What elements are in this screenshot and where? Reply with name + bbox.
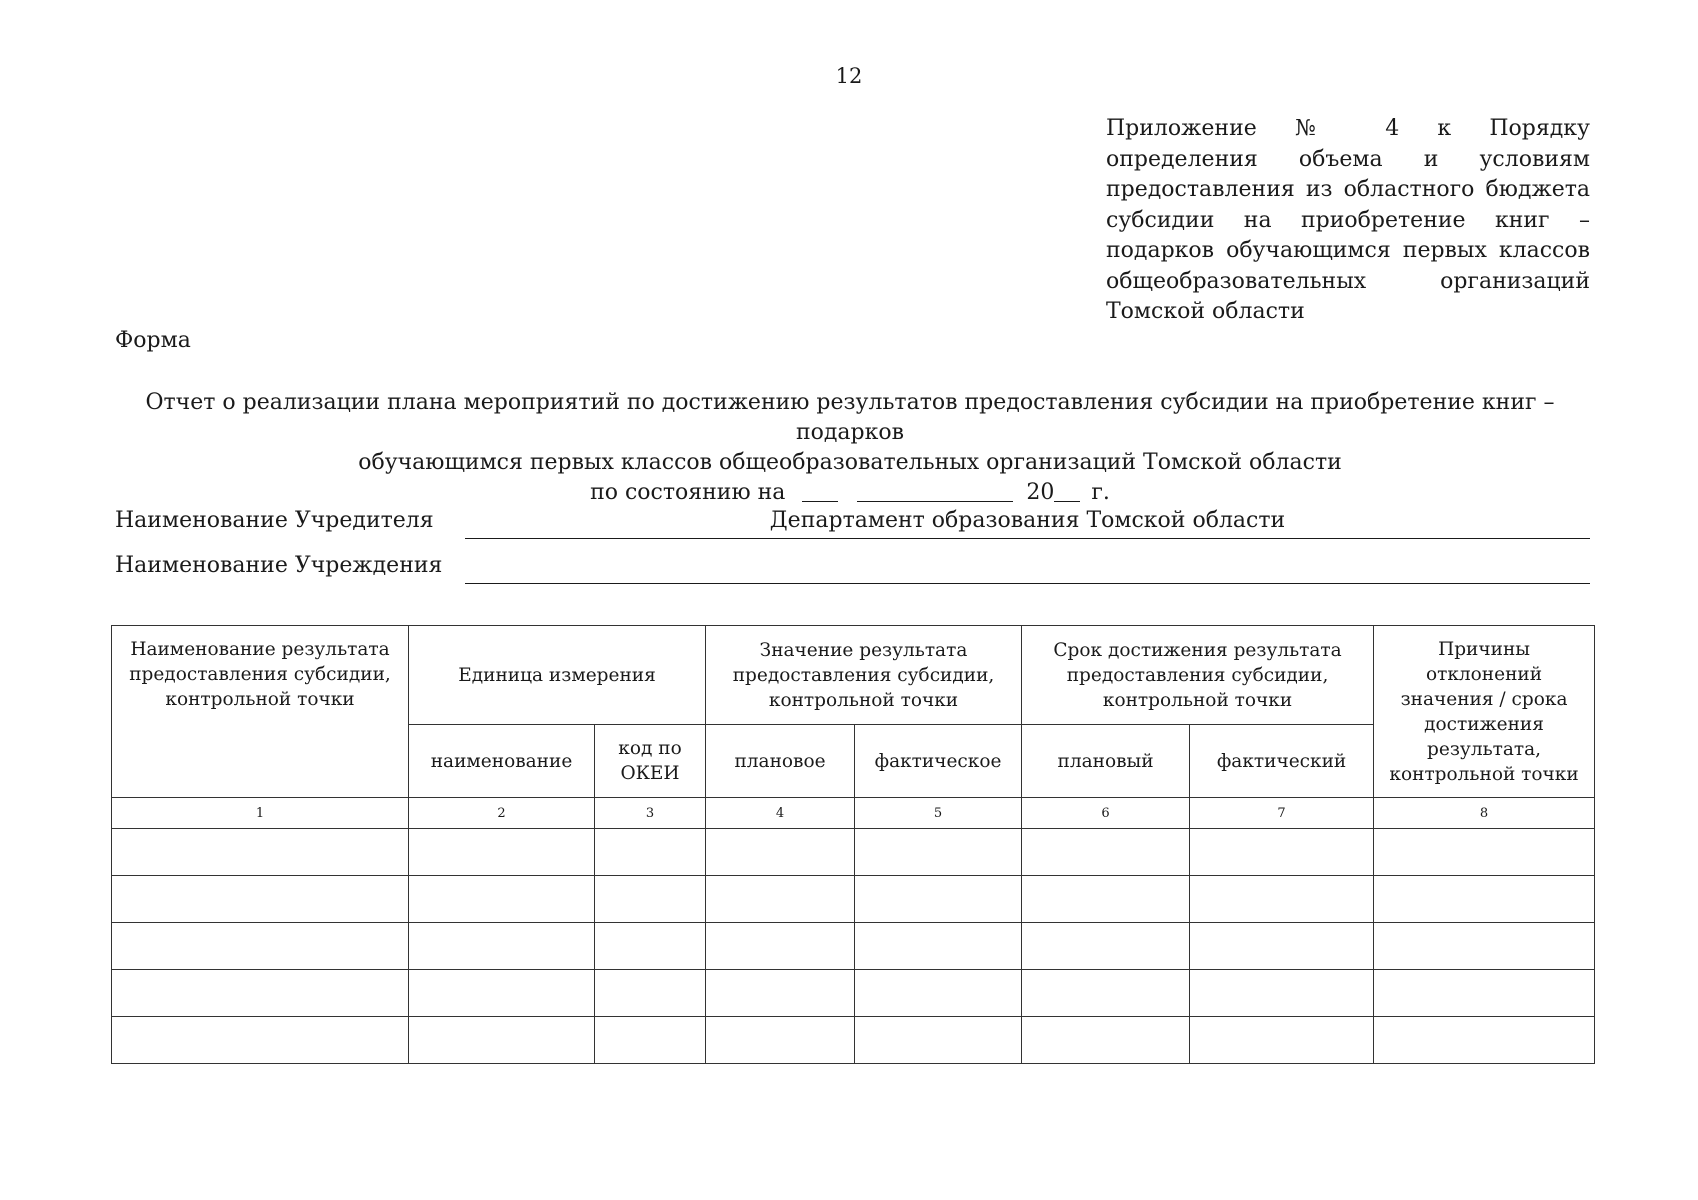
header-result-name: Наименование результата предоставления субсидии, контрольной точки: [112, 626, 409, 798]
table-cell[interactable]: [1190, 923, 1374, 970]
header-value-actual: фактическое: [855, 725, 1022, 798]
table-cell[interactable]: [595, 1017, 706, 1064]
founder-field[interactable]: Департамент образования Томской области: [465, 508, 1590, 539]
title-line-1: Отчет о реализации плана мероприятий по достижению результатов предоставления субсидии на приобретение книг – подарков: [145, 390, 1555, 445]
header-value-planned: плановое: [706, 725, 855, 798]
header-unit: Единица измерения: [409, 626, 706, 725]
table-row: [112, 923, 1595, 970]
report-title: [100, 388, 1600, 508]
table-cell[interactable]: [1190, 829, 1374, 876]
table-cell[interactable]: [1022, 970, 1190, 1017]
column-number: 1: [112, 798, 409, 829]
table-cell[interactable]: [409, 876, 595, 923]
table-cell[interactable]: [1022, 829, 1190, 876]
table-cell[interactable]: [112, 1017, 409, 1064]
table-cell[interactable]: [706, 829, 855, 876]
table-cell[interactable]: [409, 1017, 595, 1064]
table-cell[interactable]: [1374, 1017, 1595, 1064]
table-body: [112, 829, 1595, 1064]
table-cell[interactable]: [1022, 876, 1190, 923]
year-suffix: г.: [1091, 480, 1110, 505]
table-cell[interactable]: [409, 829, 595, 876]
column-number-row: [112, 798, 1595, 829]
table-row: [112, 1017, 1595, 1064]
table-cell[interactable]: [1374, 876, 1595, 923]
header-reasons: Причины отклонений значения / срока достижения результата, контрольной точки: [1374, 626, 1595, 798]
table-cell[interactable]: [1022, 1017, 1190, 1064]
report-table: [111, 625, 1595, 1064]
founder-label: Наименование Учредителя: [115, 508, 434, 533]
day-blank[interactable]: [802, 479, 838, 502]
year-prefix: 20: [1026, 480, 1055, 505]
table-cell[interactable]: [595, 876, 706, 923]
column-number: 8: [1374, 798, 1595, 829]
header-deadline: Срок достижения результата предоставления субсидии, контрольной точки: [1022, 626, 1374, 725]
table-cell[interactable]: [409, 923, 595, 970]
column-number: 6: [1022, 798, 1190, 829]
title-line-2: обучающимся первых классов общеобразовательных организаций Томской области: [358, 450, 1342, 475]
header-deadline-planned: плановый: [1022, 725, 1190, 798]
table-cell[interactable]: [595, 923, 706, 970]
table-cell[interactable]: [1374, 829, 1595, 876]
header-unit-name: наименование: [409, 725, 595, 798]
table-cell[interactable]: [1374, 923, 1595, 970]
header-deadline-actual: фактический: [1190, 725, 1374, 798]
table-row: [112, 876, 1595, 923]
table-cell[interactable]: [706, 876, 855, 923]
institution-label: Наименование Учреждения: [115, 553, 443, 578]
column-number: 3: [595, 798, 706, 829]
table-cell[interactable]: [1190, 1017, 1374, 1064]
table-cell[interactable]: [112, 829, 409, 876]
table-cell[interactable]: [706, 923, 855, 970]
page-number: 12: [835, 64, 863, 88]
table-cell[interactable]: [1190, 970, 1374, 1017]
table-cell[interactable]: [409, 970, 595, 1017]
column-number: 5: [855, 798, 1022, 829]
month-blank[interactable]: [857, 479, 1013, 502]
title-date-line: [100, 478, 1600, 508]
table-cell[interactable]: [112, 876, 409, 923]
table-cell[interactable]: [595, 829, 706, 876]
table-cell[interactable]: [706, 970, 855, 1017]
institution-field[interactable]: [465, 553, 1590, 584]
table-cell[interactable]: [112, 923, 409, 970]
column-number: 7: [1190, 798, 1374, 829]
column-number: 2: [409, 798, 595, 829]
appendix-note: Приложение № 4 к Порядку определения объема и условиям предоставления из областного бюджета субсидии на приобретение книг – подарков обучающимся первых классов общеобразовательных организаций Томской области: [1106, 116, 1590, 324]
table-cell[interactable]: [1374, 970, 1595, 1017]
table-row: [112, 829, 1595, 876]
table-cell[interactable]: [595, 970, 706, 1017]
table-cell[interactable]: [706, 1017, 855, 1064]
table-cell[interactable]: [855, 829, 1022, 876]
table-cell[interactable]: [855, 970, 1022, 1017]
table-cell[interactable]: [1022, 923, 1190, 970]
table-cell[interactable]: [112, 970, 409, 1017]
form-label: Форма: [115, 328, 191, 353]
column-number: 4: [706, 798, 855, 829]
table-cell[interactable]: [855, 1017, 1022, 1064]
table-cell[interactable]: [855, 923, 1022, 970]
table-row: [112, 970, 1595, 1017]
table-cell[interactable]: [1190, 876, 1374, 923]
header-unit-okei: код по ОКЕИ: [595, 725, 706, 798]
table-cell[interactable]: [855, 876, 1022, 923]
year-blank[interactable]: [1054, 479, 1080, 502]
header-value: Значение результата предоставления субсидии, контрольной точки: [706, 626, 1022, 725]
date-prefix: по состоянию на: [590, 480, 786, 505]
